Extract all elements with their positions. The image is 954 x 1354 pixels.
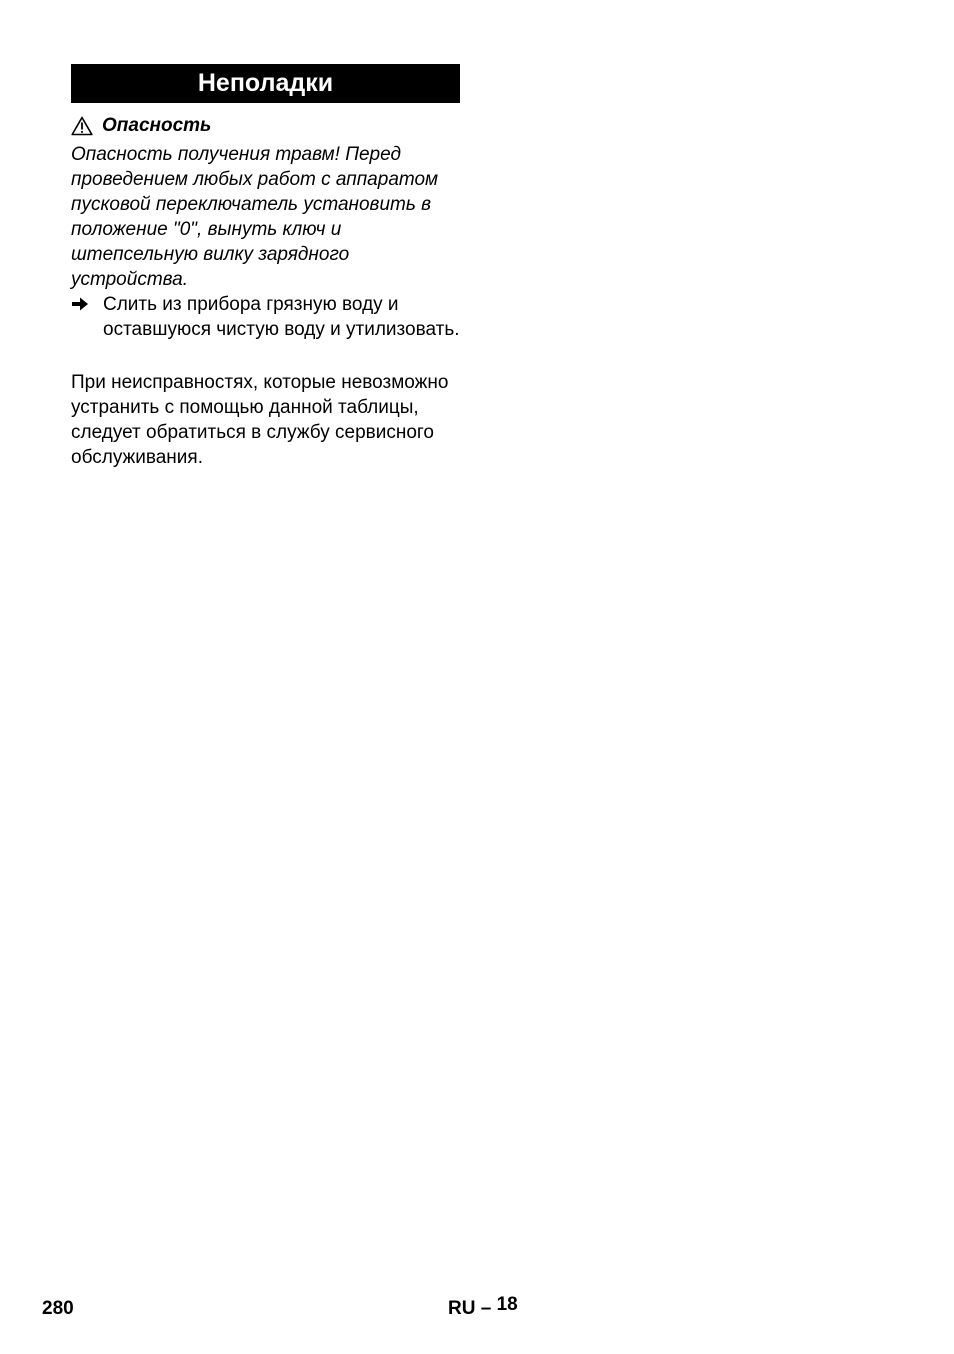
arrow-right-icon (71, 292, 103, 342)
service-note: При неисправностях, которые невозможно устранить с помощью данной таблицы, следует обратиться в службу сервисного обслуживания. (71, 372, 449, 468)
page-number: 280 (42, 1298, 74, 1319)
warning-label: Опасность (102, 115, 212, 136)
section-title: Неполадки (71, 64, 460, 103)
step-text: Слить из прибора грязную воду и оставшуюся чистую воду и утилизовать. (103, 294, 460, 340)
warning-triangle-icon (71, 116, 93, 136)
lang-code: RU – (448, 1298, 492, 1319)
instruction-step (71, 292, 461, 342)
section-page: 18 (496, 1294, 518, 1315)
page-section-indicator (448, 1294, 518, 1320)
warning-text: Опасность получения травм! Перед проведением любых работ с аппаратом пусковой переключатель установить в положение "0", вынуть ключ и штепсельную вилку зарядного устройства. (71, 144, 439, 290)
warning-header (71, 113, 211, 139)
